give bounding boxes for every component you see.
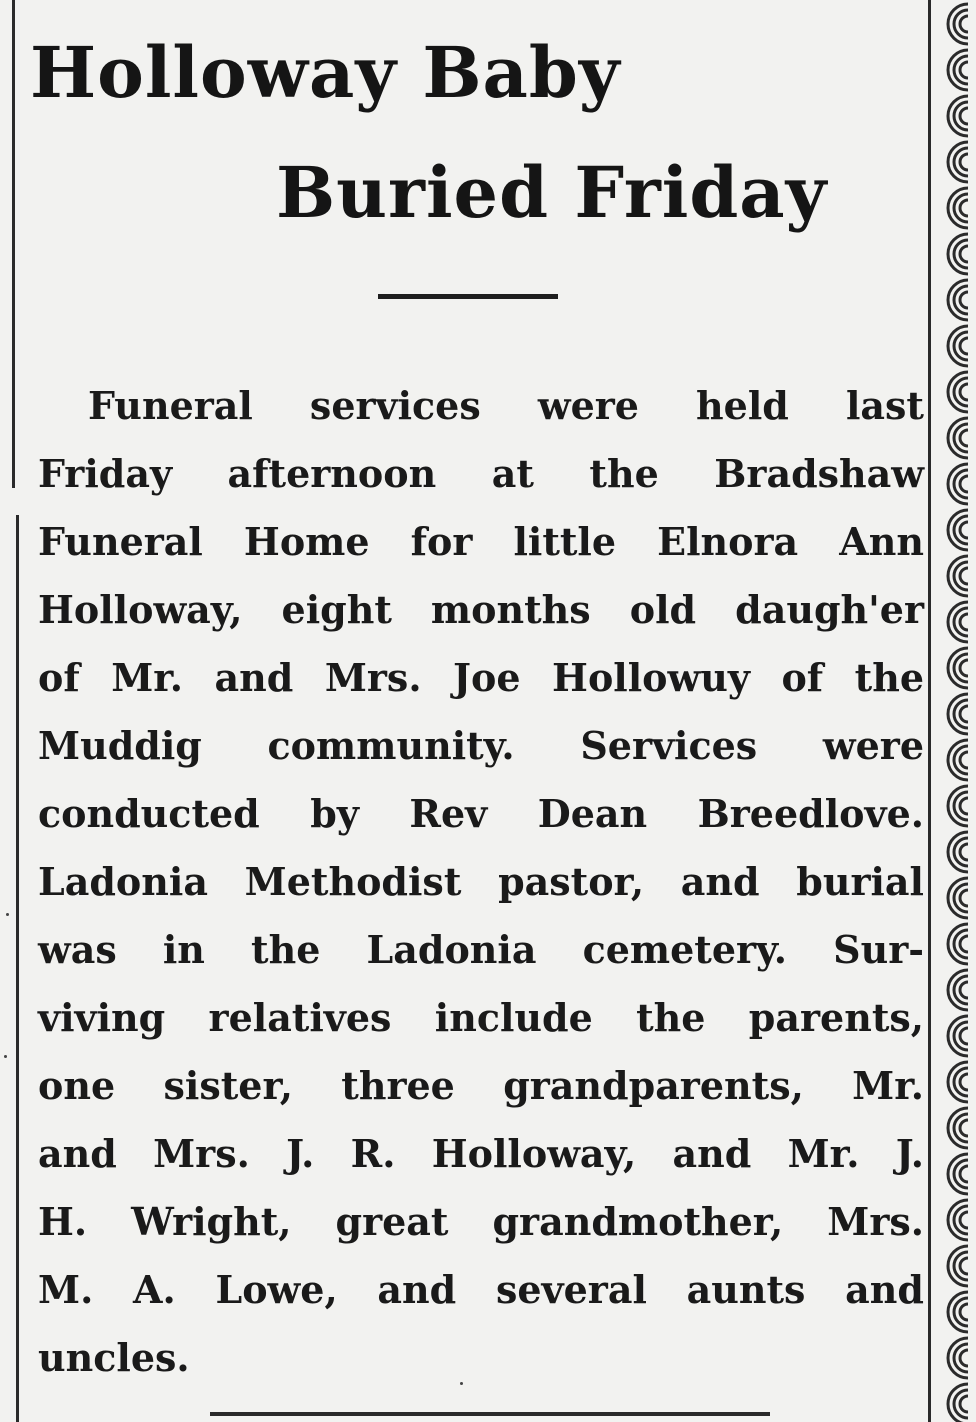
body-line: Holloway, eight months old daugh'er xyxy=(38,587,924,632)
border-scallop xyxy=(960,384,968,400)
border-scallop xyxy=(960,292,968,308)
margin-speck xyxy=(6,913,9,916)
border-scallop xyxy=(960,1396,968,1412)
bottom-rule xyxy=(210,1412,770,1416)
margin-speck xyxy=(4,1055,7,1058)
body-line: Friday afternoon at the Bradshaw xyxy=(38,451,924,496)
body-line: M. A. Lowe, and several aunts and xyxy=(38,1267,924,1312)
body-line: Muddig community. Services were xyxy=(38,723,924,768)
border-scallop xyxy=(960,798,968,814)
border-scallop xyxy=(960,1350,968,1366)
border-scallop xyxy=(960,476,968,492)
headline-line-2: Buried Friday xyxy=(276,151,828,234)
border-scallop xyxy=(960,1166,968,1182)
border-scallop xyxy=(960,246,968,262)
border-scallop xyxy=(960,660,968,676)
headline-divider xyxy=(378,294,558,299)
left-column-rule-top xyxy=(12,0,15,488)
border-scallop xyxy=(960,1212,968,1228)
border-scallop xyxy=(960,430,968,446)
headline-line-1: Holloway Baby xyxy=(30,31,621,114)
border-scallop xyxy=(960,890,968,906)
border-scallop xyxy=(960,108,968,124)
article-body xyxy=(38,372,924,1392)
border-scallop xyxy=(960,1074,968,1090)
border-scallop xyxy=(960,1304,968,1320)
border-scallop xyxy=(960,1028,968,1044)
body-line: of Mr. and Mrs. Joe Hollowuy of the xyxy=(38,655,924,700)
border-scallop xyxy=(960,1258,968,1274)
body-line: H. Wright, great grandmother, Mrs. xyxy=(38,1199,924,1244)
body-line: conducted by Rev Dean Breedlove. xyxy=(38,791,924,836)
body-line: Funeral Home for little Elnora Ann xyxy=(38,519,924,564)
body-line: Funeral services were held last xyxy=(88,383,924,428)
border-scallop xyxy=(960,16,968,32)
body-line: Ladonia Methodist pastor, and burial xyxy=(38,859,924,904)
border-scallop xyxy=(960,1120,968,1136)
body-line: uncles. xyxy=(38,1335,190,1380)
border-scallop xyxy=(960,522,968,538)
body-line: was in the Ladonia cemetery. Sur- xyxy=(38,927,924,972)
border-scallop xyxy=(960,706,968,722)
body-line: and Mrs. J. R. Holloway, and Mr. J. xyxy=(38,1131,924,1176)
border-scallop xyxy=(960,936,968,952)
body-line: one sister, three grandparents, Mr. xyxy=(38,1063,924,1108)
border-scallop xyxy=(960,568,968,584)
left-column-rule-bottom xyxy=(16,515,19,1422)
border-scallop xyxy=(960,982,968,998)
border-scallop xyxy=(960,614,968,630)
body-line: viving relatives include the parents, xyxy=(38,995,924,1040)
border-scallop xyxy=(960,62,968,78)
border-scallop xyxy=(960,338,968,354)
border-scallop xyxy=(960,752,968,768)
border-scallop xyxy=(960,844,968,860)
